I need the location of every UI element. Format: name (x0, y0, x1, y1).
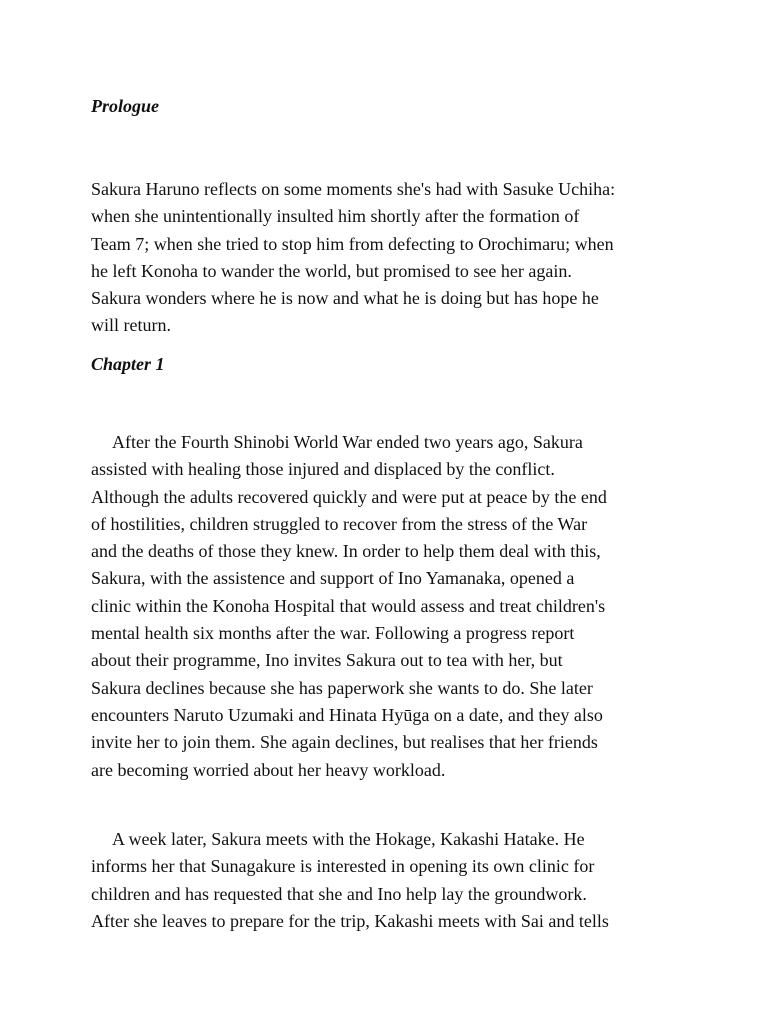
paragraph-line: are becoming worried about her heavy workload. (91, 759, 446, 780)
paragraph-line: Although the adults recovered quickly and were put at peace by the end (91, 486, 607, 507)
paragraph-line: Team 7; when she tried to stop him from defecting to Orochimaru; when (91, 233, 614, 254)
paragraph-line: Sakura wonders where he is now and what he is doing but has hope he (91, 288, 599, 309)
paragraph-line: Sakura, with the assistence and support of Ino Yamanaka, opened a (91, 568, 575, 589)
paragraph-line: informs her that Sunagakure is interested in opening its own clinic for (91, 856, 595, 877)
paragraph-line: After the Fourth Shinobi World War ended two years ago, Sakura (112, 432, 583, 452)
paragraph-line: will return. (91, 315, 171, 336)
paragraph-line: children and has requested that she and Ino help lay the groundwork. (91, 883, 587, 904)
paragraph-line: Sakura Haruno reflects on some moments she's had with Sasuke Uchiha: (91, 179, 616, 199)
paragraph-line: about their programme, Ino invites Sakura out to tea with her, but (91, 650, 563, 671)
paragraph-line: After she leaves to prepare for the trip, Kakashi meets with Sai and tells (91, 910, 609, 931)
chapter-1-heading: Chapter 1 (91, 354, 165, 374)
paragraph-line: A week later, Sakura meets with the Hokage, Kakashi Hatake. He (112, 829, 585, 849)
paragraph-line: invite her to join them. She again declines, but realises that her friends (91, 732, 598, 753)
paragraph-line: encounters Naruto Uzumaki and Hinata Hyūga on a date, and they also (91, 704, 603, 725)
paragraph-line: he left Konoha to wander the world, but promised to see her again. (91, 260, 572, 281)
paragraph-line: Sakura declines because she has paperwork she wants to do. She later (91, 677, 593, 698)
paragraph-line: of hostilities, children struggled to recover from the stress of the War (91, 513, 588, 534)
paragraph-line: assisted with healing those injured and displaced by the conflict. (91, 459, 555, 480)
prologue-paragraph (91, 176, 691, 340)
chapter-1-paragraph-1 (91, 429, 691, 784)
paragraph-line: clinic within the Konoha Hospital that would assess and treat children's (91, 595, 606, 616)
prologue-heading: Prologue (91, 96, 160, 116)
paragraph-line: when she unintentionally insulted him shortly after the formation of (91, 206, 580, 227)
paragraph-line: and the deaths of those they knew. In order to help them deal with this, (91, 541, 601, 562)
chapter-1-paragraph-2 (91, 826, 691, 935)
paragraph-line: mental health six months after the war. Following a progress report (91, 623, 575, 644)
